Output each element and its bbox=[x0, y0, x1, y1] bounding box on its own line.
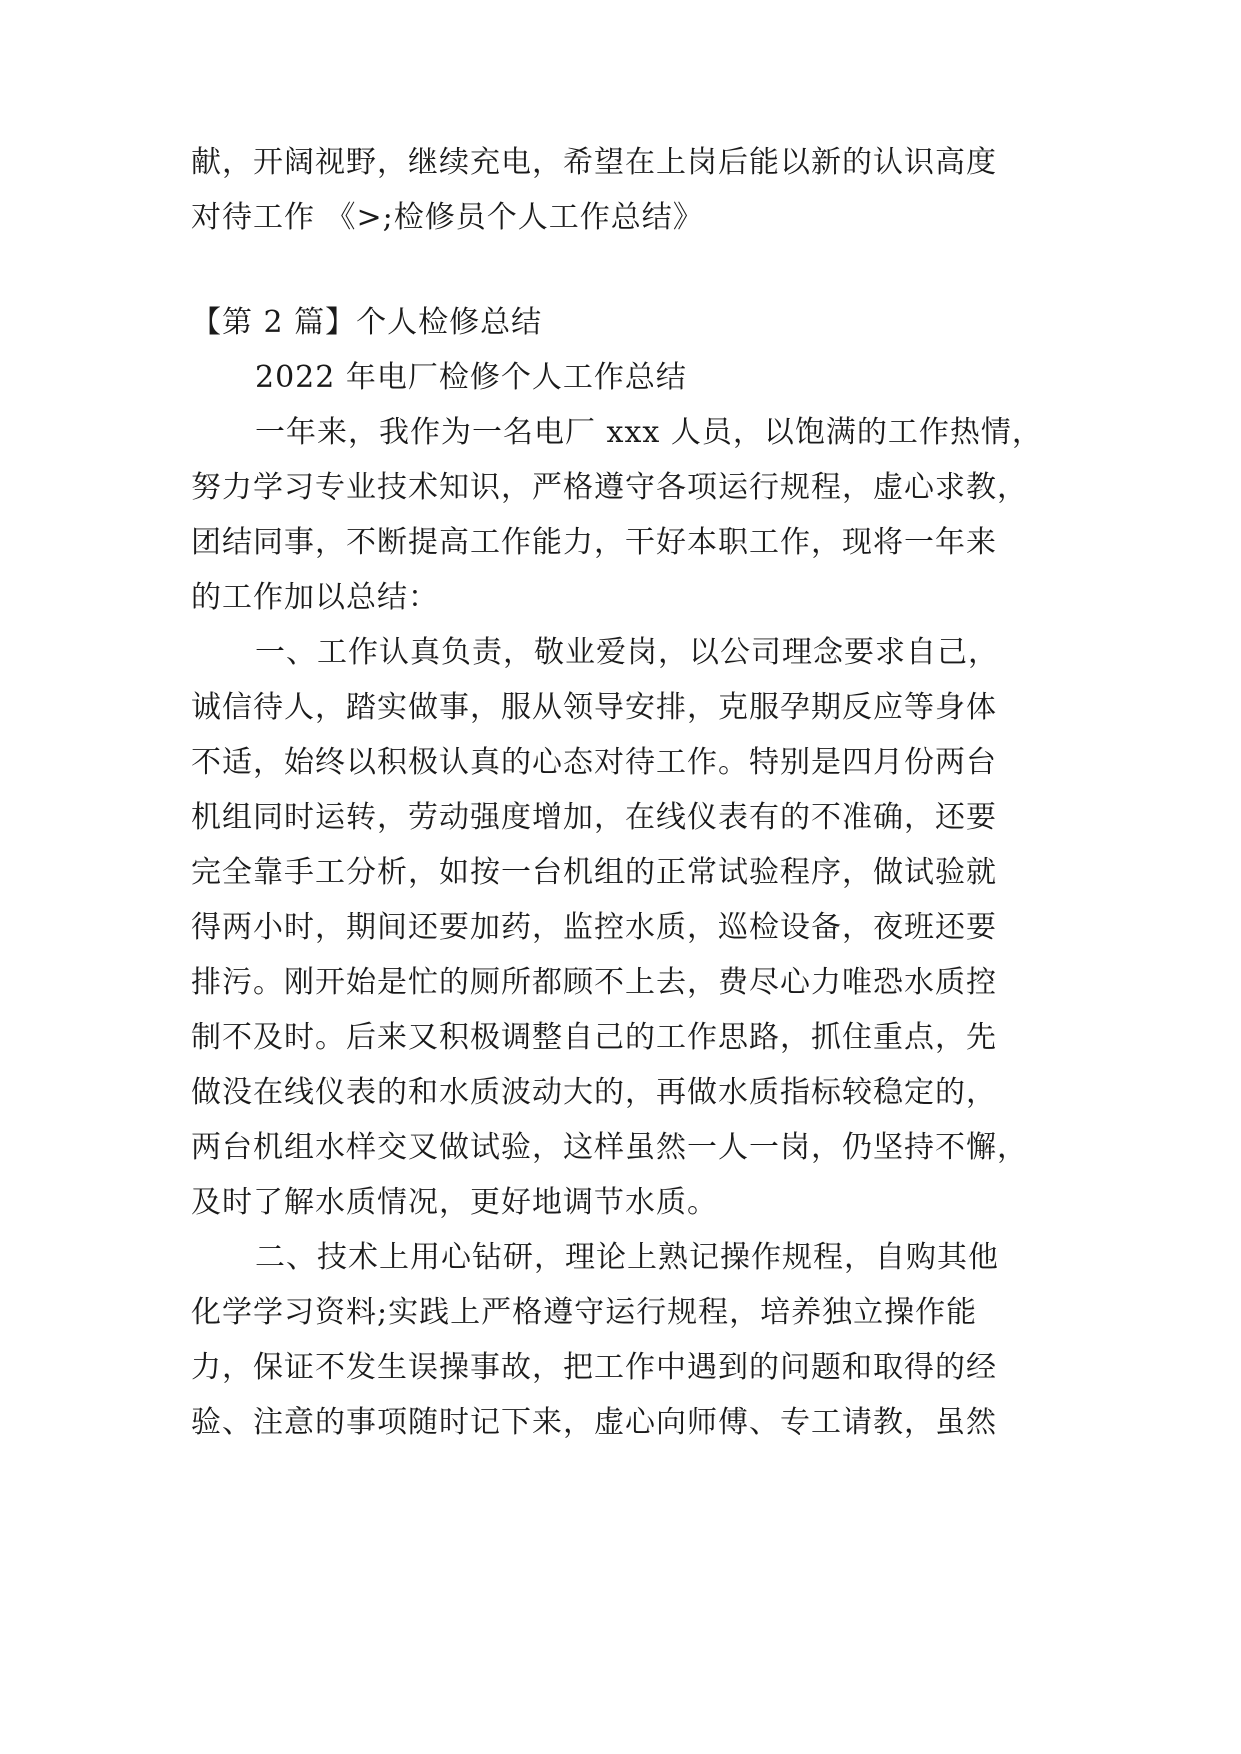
intro-paragraph bbox=[191, 135, 1061, 245]
paragraph-line: 不适，始终以积极认真的心态对待工作。特别是四月份两台 bbox=[191, 745, 997, 780]
paragraph-2 bbox=[191, 625, 1061, 1230]
paragraph-line: 化学学习资料;实践上严格遵守运行规程，培养独立操作能 bbox=[191, 1295, 978, 1330]
paragraph-line: 一、工作认真负责，敬业爱岗，以公司理念要求自己， bbox=[255, 635, 999, 670]
intro-line-2: 对待工作 《>;检修员个人工作总结》 bbox=[191, 200, 704, 235]
paragraph-line: 力，保证不发生误操事故，把工作中遇到的问题和取得的经 bbox=[191, 1350, 997, 1385]
paragraph-1 bbox=[191, 405, 1061, 625]
paragraph-line: 制不及时。后来又积极调整自己的工作思路，抓住重点，先 bbox=[191, 1020, 997, 1055]
paragraph-line: 排污。刚开始是忙的厕所都顾不上去，费尽心力唯恐水质控 bbox=[191, 965, 997, 1000]
paragraph-line: 验、注意的事项随时记下来，虚心向师傅、专工请教，虽然 bbox=[191, 1405, 997, 1440]
paragraph-line: 二、技术上用心钻研，理论上熟记操作规程，自购其他 bbox=[255, 1240, 999, 1275]
paragraph-line: 诚信待人，踏实做事，服从领导安排，克服孕期反应等身体 bbox=[191, 690, 997, 725]
paragraph-line: 得两小时，期间还要加药，监控水质，巡检设备，夜班还要 bbox=[191, 910, 997, 945]
paragraph-line: 做没在线仪表的和水质波动大的，再做水质指标较稳定的， bbox=[191, 1075, 997, 1110]
intro-line-1: 献，开阔视野，继续充电，希望在上岗后能以新的认识高度 bbox=[191, 145, 997, 180]
paragraph-line: 团结同事，不断提高工作能力，干好本职工作，现将一年来 bbox=[191, 525, 997, 560]
paragraph-line: 机组同时运转，劳动强度增加，在线仪表有的不准确，还要 bbox=[191, 800, 997, 835]
section-heading: 【第 2 篇】个人检修总结 bbox=[191, 305, 543, 340]
paragraph-line: 的工作加以总结： bbox=[191, 580, 439, 615]
section-title: 2022 年电厂检修个人工作总结 bbox=[255, 360, 687, 395]
paragraph-line: 两台机组水样交叉做试验，这样虽然一人一岗，仍坚持不懈， bbox=[191, 1130, 1028, 1165]
paragraph-3 bbox=[191, 1230, 1061, 1450]
paragraph-line: 一年来，我作为一名电厂 xxx 人员，以饱满的工作热情， bbox=[255, 415, 1043, 450]
paragraph-line: 努力学习专业技术知识，严格遵守各项运行规程，虚心求教， bbox=[191, 470, 1028, 505]
paragraph-line: 完全靠手工分析，如按一台机组的正常试验程序，做试验就 bbox=[191, 855, 997, 890]
paragraph-line: 及时了解水质情况，更好地调节水质。 bbox=[191, 1185, 718, 1220]
